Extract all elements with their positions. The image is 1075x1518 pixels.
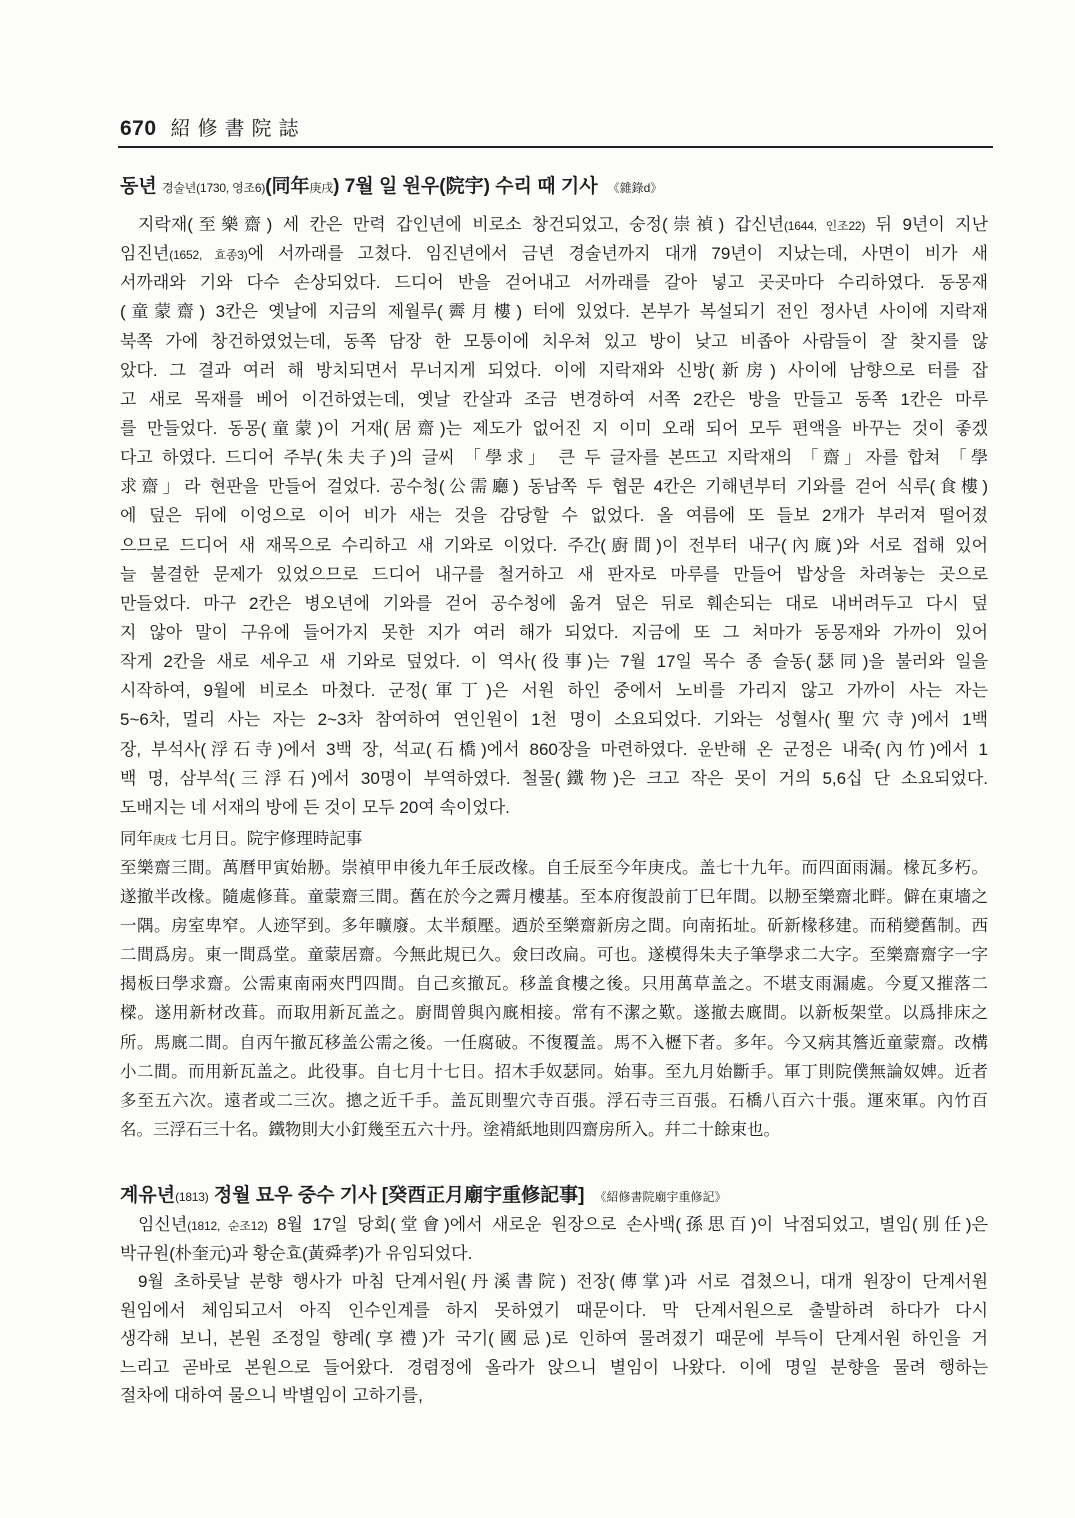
- translation-line: 시작하여, 9월에 비로소 마쳤다. 군정(軍丁)은 서원 하인 중에서 노비를 가리지 않고 가까이 사는 자는: [120, 681, 988, 701]
- source-citation: 《雜錄d》: [607, 181, 663, 195]
- translation-line: 5~6차, 멀리 사는 자는 2~3차 참여하여 연인원이 1천 명이 소요되었다. 기와는 성혈사(聖穴寺)에서 1백: [120, 710, 988, 730]
- translation-line: 에 덮은 뒤에 이엉으로 이어 비가 새는 것을 감당할 수 없었다. 올 여름에 또 들보 2개가 부러져 떨어졌: [120, 506, 988, 526]
- header-rule: [118, 146, 993, 148]
- original-title-text: 同年: [120, 829, 153, 848]
- translation-line: 북쪽 가에 창건하였었는데, 동쪽 담장 한 모퉁이에 치우쳐 있고 방이 낮고 비좁아 사람들이 잘 찾지를 않: [120, 331, 988, 351]
- translation-line: 늘 불결한 문제가 있었으므로 드디어 내구를 철거하고 새 판자로 마루를 만들어 밥상을 차려놓는 곳으로: [120, 564, 988, 584]
- original-line: 小二間。而用新瓦盖之。此役事。自七月十七日。招木手奴瑟同。始事。至九月始斷手。軍丁則院僕無論奴婢。近者: [120, 1061, 988, 1081]
- translation-line: 장, 부석사(浮石寺)에서 3백 장, 석교(石橋)에서 860장을 마련하였다. 운반해 온 군정은 내죽(內竹)에서 1: [120, 739, 988, 759]
- translation-line: 고 새로 목재를 베어 이건하였는데, 옛날 칸살과 조금 변경하여 서쪽 2칸은 방을 만들고 동쪽 1칸은 마루: [120, 389, 988, 409]
- line-text: 8월 17일 당회(堂會)에서 새로운 원장으로 손사백(孫思百)이 낙점되었고, 별임(別任)은: [267, 1215, 988, 1234]
- original-line: 至樂齋三間。萬曆甲寅始刱。崇禎甲申後九年壬辰改椽。自壬辰至今年庚戌。盖七十九年。而四面雨漏。椽瓦多朽。: [120, 858, 988, 877]
- translation-line: [120, 239, 988, 268]
- original-line: 樑。遂用新材改葺。而取用新瓦盖之。廚間曾與內廐相接。常有不潔之歎。遂撤去廐間。以新板架堂。以爲排床之: [120, 1003, 988, 1023]
- line-text: 에 서까래를 고쳤다. 임진년에서 금년 경술년까지 대개 79년이 지났는데, 사면이 비가 새: [247, 244, 988, 264]
- source-citation: 《紹修書院廟宇重修記》: [594, 1190, 727, 1204]
- translation-line: 작게 2칸을 새로 세우고 새 기와로 덮었다. 이 역사(役事)는 7월 17일 목수 종 슬동(瑟同)을 불러와 일을: [120, 652, 988, 672]
- translation-line: 다고 하였다. 드디어 주부(朱夫子)의 글씨 「學求」 큰 두 글자를 본뜨고 지락재의 「齋」자를 합쳐 「學: [120, 448, 988, 468]
- section-title-label: 계유년: [120, 1185, 176, 1206]
- section-title-text: 정월 묘우 중수 기사 [癸酉正月廟宇重修記事]: [208, 1185, 585, 1206]
- original-line: 一隅。房室卑窄。人迹罕到。多年曠廢。太半頹壓。迺於至樂齋新房之間。向南拓址。斫新椽移建。而稍變舊制。西: [120, 916, 988, 936]
- translation-line: 9월 초하룻날 분향 행사가 마침 단계서원(丹溪書院) 전장(傳掌)과 서로 겹쳤으니, 대개 원장이 단계서원: [138, 1272, 988, 1291]
- section-title: [120, 1182, 726, 1210]
- line-text: 지락재(至樂齋) 세 칸은 만력 갑인년에 비로소 창건되었고, 숭정(崇禎) 갑신년: [138, 215, 785, 234]
- hanja-close: ): [333, 176, 340, 197]
- date-note: (1652, 효종3): [169, 248, 248, 263]
- translation-line: 느리고 곧바로 본원으로 들어왔다. 경렴정에 올라가 앉으니 별임이 나왔다. 이에 명일 분향을 물려 행하는: [120, 1357, 988, 1377]
- original-line: 揭板曰學求齋。公需東南兩夾門四間。自己亥撤瓦。移盖食樓之後。只用萬草盖之。不堪支雨漏處。今夏又摧落二: [120, 974, 988, 994]
- date-note: (1644, 인조22): [784, 219, 866, 233]
- book-title: 紹修書院誌: [170, 116, 306, 140]
- section2-body: [120, 1211, 988, 1411]
- translation-line: 았다. 그 결과 여러 해 방치되면서 무너지게 되었다. 이에 지락재와 신방(新房) 사이에 남향으로 터를 잡: [120, 360, 988, 380]
- section-title-label: 동년: [120, 176, 157, 197]
- translation-line: 만들었다. 마구 2칸은 병오년에 기와를 걷어 공수청에 옮겨 덮은 뒤로 훼손되는 대로 내버려두고 다시 덮: [120, 593, 988, 613]
- translation-line: 서까래와 기와 다수 손상되었다. 드디어 반을 걷어내고 서까래를 갈아 넣고 곳곳마다 수리하였다. 동몽재: [120, 273, 988, 293]
- translation-line: 求齋」라 현판을 만들어 걸었다. 공수청(公需廳) 동남쪽 두 협문 4칸은 기해년부터 기와를 걷어 식루(食樓): [120, 477, 988, 497]
- translation-line: 박규원(朴奎元)과 황순효(黃舜孝)가 유임되었다.: [120, 1243, 473, 1263]
- translation-line: [120, 1211, 988, 1240]
- original-text-title: [120, 824, 988, 853]
- translation-line: 원임에서 체임되고서 아직 인수인계를 하지 못하였기 때문이다. 막 단계서원으로 출발하려 하다가 다시: [120, 1300, 988, 1320]
- date-note: (1813): [175, 1190, 209, 1204]
- line-text: 임신년: [138, 1215, 188, 1234]
- running-header: [120, 114, 306, 142]
- translation-line: 백 명, 삼부석(三浮石)에서 30명이 부역하였다. 철물(鐵物)은 크고 작은 못이 거의 5,6십 단 소요되었다.: [120, 768, 988, 788]
- translation-paragraph: [120, 210, 988, 822]
- translation-line: 으므로 드디어 새 재목으로 수리하고 새 기와로 이었다. 주간(廚間)이 전부터 내구(內廐)와 서로 접해 있어: [120, 535, 988, 555]
- original-line: 遂撤半改椽。隨處修葺。童蒙齋三間。舊在於今之霽月樓基。至本府復設前丁巳年間。以刱至樂齋北畔。僻在東墻之: [120, 887, 988, 907]
- translation-line: 를 만들었다. 동몽(童蒙)이 거재(居齋)는 제도가 없어진 지 이미 오래 되어 모두 편액을 바꾸는 것이 좋겠: [120, 418, 988, 438]
- hanja-title: (同年: [265, 176, 310, 197]
- original-title-text: 七月日。院宇修理時記事: [176, 829, 363, 848]
- original-line: 二間爲房。東一間爲堂。童蒙居齋。今無此規已久。僉曰改扁。可也。遂模得朱夫子筆學求二大字。至樂齋齋字一字: [120, 945, 988, 965]
- date-note: 경술년(1730, 영조6): [162, 181, 266, 195]
- translation-line: 절차에 대하여 물으니 박별임이 고하기를,: [120, 1386, 423, 1405]
- date-note: (1812, 순조12): [187, 1219, 268, 1233]
- translation-line: 지 않아 말이 구유에 들어가지 못한 지가 여러 해가 되었다. 지금에 또 그 처마가 동몽재와 가까이 있어: [120, 622, 988, 642]
- hanja-note: 庚戌: [153, 833, 177, 847]
- translation-line: 생각해 보니, 본원 조정일 향례(享禮)가 국기(國忌)로 인하여 물려졌기 때문에 부득이 단계서원 하인을 거: [120, 1329, 988, 1348]
- translation-line: [120, 210, 988, 239]
- original-line: 多至五六次。遠者或二三次。摠之近千手。盖瓦則聖穴寺百張。浮石寺三百張。石橋八百六十張。運來軍。內竹百: [120, 1090, 988, 1110]
- section-title: [120, 173, 662, 201]
- page-number: 670: [120, 117, 157, 140]
- section-title-text: 7월 일 원우(院宇) 수리 때 기사: [339, 176, 598, 197]
- line-text: 임진년: [120, 244, 170, 264]
- translation-line: (童蒙齋) 3칸은 옛날에 지금의 제월루(霽月樓) 터에 있었다. 본부가 복설되기 전인 정사년 사이에 지락재: [120, 302, 988, 322]
- line-text: 뒤 9년이 지난: [865, 215, 988, 234]
- original-line: 所。馬廐二間。自丙午撤瓦移盖公需之後。一任腐破。不復覆盖。馬不入櫪下者。多年。今又病其簷近童蒙齋。改構: [120, 1032, 988, 1052]
- original-line: 名。三浮石三十名。鐵物則大小釘幾至五六十丹。塗褙紙地則四齋房所入。幷二十餘束也。: [120, 1119, 780, 1139]
- hanja-note: 庚戌: [309, 181, 334, 195]
- original-text-paragraph: [120, 853, 988, 1144]
- translation-line: 도배지는 네 서재의 방에 든 것이 모두 20여 속이었다.: [120, 797, 510, 817]
